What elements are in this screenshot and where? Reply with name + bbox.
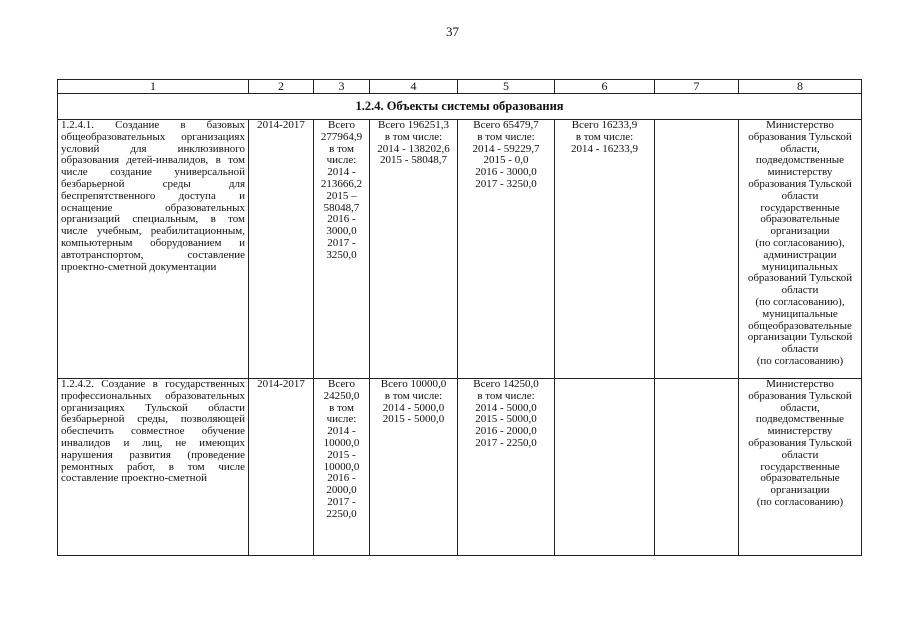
cell-line: 58048,7 (323, 201, 360, 214)
measure-description: 1.2.4.1. Создание в базовых общеобразовательных организациях условий для инклюзивного образования детей-инвалидов, в том числе создание универсальной безбарьерной среды для беспрепятственного доступа и оснащение образовательных организаций специальным, в том числе учебным, реабилитационным, компьютерным оборудованием и автотранспортом, составление проектно-сметной документации (58, 120, 249, 379)
implementation-period: 2014-2017 (249, 379, 314, 556)
responsible-executors (739, 120, 862, 379)
cell-line: в том числе: (384, 130, 443, 143)
col-num: 5 (458, 80, 555, 94)
cell-line: образовательные (760, 472, 840, 485)
cell-line: 213666,2 (320, 177, 363, 190)
col-num: 2 (249, 80, 314, 94)
cell-line: в том числе: (575, 130, 634, 143)
cell-line: Всего 16233,9 (571, 119, 638, 131)
page-number: 37 (446, 24, 459, 39)
cell-line: в том числе: (477, 130, 535, 143)
cell-line: в том числе: (384, 389, 443, 402)
cell-line: 2014 - 5000,0 (475, 401, 537, 414)
cell-line: 2014 - 5000,0 (382, 401, 445, 414)
table-row (58, 120, 862, 379)
funding-col6 (555, 379, 655, 556)
cell-line: Министерство (766, 119, 834, 131)
cell-line: (по согласованию) (756, 495, 844, 508)
cell-line: (по согласованию) (756, 354, 844, 367)
cell-line: в том (329, 142, 354, 155)
cell-line: 10000,0 (323, 460, 360, 473)
cell-line: области (781, 284, 819, 297)
cell-line: 2016 - (327, 213, 356, 226)
cell-line: организации (770, 484, 830, 497)
cell-line: 3000,0 (326, 225, 357, 238)
cell-line: (по согласованию), (755, 295, 845, 308)
section-title: 1.2.4. Объекты системы образования (58, 94, 862, 120)
cell-line: государственные (760, 460, 840, 473)
cell-line: министерству (767, 166, 833, 179)
cell-line: 2015 - 5000,0 (382, 413, 445, 426)
cell-line: Всего (328, 119, 355, 131)
cell-line: общеобразовательные (748, 319, 852, 332)
cell-line: образований Тульской (747, 272, 853, 285)
funding-col7 (655, 120, 739, 379)
cell-line: 2014 - (327, 425, 356, 438)
col-num: 6 (555, 80, 655, 94)
total-funding (314, 379, 370, 556)
cell-line: 2015 - 5000,0 (475, 413, 537, 426)
col-num: 3 (314, 80, 370, 94)
cell-line: государственные (760, 201, 840, 214)
cell-line: 2017 - (327, 495, 356, 508)
cell-line: области (781, 343, 819, 356)
col-num: 1 (58, 80, 249, 94)
cell-line: области (781, 448, 819, 461)
cell-line: образования Тульской (748, 436, 852, 449)
cell-line: 2015 - 58048,7 (380, 154, 447, 167)
column-number-row (58, 80, 862, 94)
cell-line: Всего 65479,7 (473, 119, 539, 131)
funding-col7 (655, 379, 739, 556)
cell-line: области (781, 189, 819, 202)
cell-line: 2016 - 3000,0 (475, 166, 537, 179)
cell-line: 24250,0 (323, 389, 360, 402)
col-num: 4 (370, 80, 458, 94)
cell-line: 2015 - (327, 448, 356, 461)
table-row (58, 379, 862, 556)
cell-line: образования Тульской (748, 177, 852, 190)
cell-line: 2000,0 (326, 484, 357, 497)
cell-line: в том (329, 401, 354, 414)
responsible-executors (739, 379, 862, 556)
cell-line: Всего 10000,0 (380, 378, 447, 390)
cell-line: 3250,0 (326, 248, 357, 261)
cell-line: подведомственные (755, 413, 845, 426)
cell-line: 2014 - 138202,6 (377, 142, 450, 155)
cell-line: администрации (763, 248, 837, 261)
cell-line: 2014 - (327, 166, 356, 179)
cell-line: 277964,9 (320, 130, 363, 143)
cell-line: 2017 - 2250,0 (475, 436, 537, 449)
cell-line: 10000,0 (323, 436, 360, 449)
funding-col4 (370, 120, 458, 379)
cell-line: 2016 - (327, 472, 356, 485)
cell-line: подведомственные (755, 154, 845, 167)
cell-line: 2015 – (326, 189, 357, 202)
funding-col6 (555, 120, 655, 379)
cell-line: Всего 196251,3 (378, 119, 449, 131)
cell-line: Всего 14250,0 (473, 378, 539, 390)
cell-line: 2017 - (327, 236, 356, 249)
cell-line: муниципальные (762, 307, 838, 320)
cell-line: 2014 - 16233,9 (571, 142, 638, 155)
implementation-period: 2014-2017 (249, 120, 314, 379)
cell-line: Всего (328, 378, 355, 390)
cell-line: области, (780, 142, 820, 155)
cell-line: 2016 - 2000,0 (475, 425, 537, 438)
cell-line: образовательные (760, 213, 840, 226)
cell-line: Министерство (766, 378, 834, 390)
cell-line: области, (780, 401, 820, 414)
cell-line: муниципальных (761, 260, 839, 273)
col-num: 8 (739, 80, 862, 94)
cell-line: организации (770, 225, 830, 238)
cell-line: 2250,0 (326, 507, 357, 520)
cell-line: в том числе: (477, 389, 535, 402)
measure-description: 1.2.4.2. Создание в государственных профессиональных образовательных организациях Тульской области безбарьерной среды, позволяющей обеспечить совместное обучение инвалидов и лиц, не имеющих нарушения развития (проведение ремонтных работ, в том числе составление проектно-сметной (58, 379, 249, 556)
cell-line: организации Тульской (747, 331, 853, 344)
funding-col4 (370, 379, 458, 556)
program-table (57, 79, 862, 556)
cell-line: (по согласованию), (755, 236, 845, 249)
col-num: 7 (655, 80, 739, 94)
cell-line: 2015 - 0,0 (483, 154, 529, 167)
cell-line: образования Тульской (748, 389, 852, 402)
funding-col5 (458, 379, 555, 556)
funding-col5 (458, 120, 555, 379)
cell-line: числе: (326, 154, 357, 167)
cell-line: 2017 - 3250,0 (475, 177, 537, 190)
cell-line: 2014 - 59229,7 (472, 142, 540, 155)
cell-line: образования Тульской (748, 130, 852, 143)
cell-line: министерству (767, 425, 833, 438)
section-row (58, 94, 862, 120)
cell-line: числе: (326, 413, 357, 426)
total-funding (314, 120, 370, 379)
